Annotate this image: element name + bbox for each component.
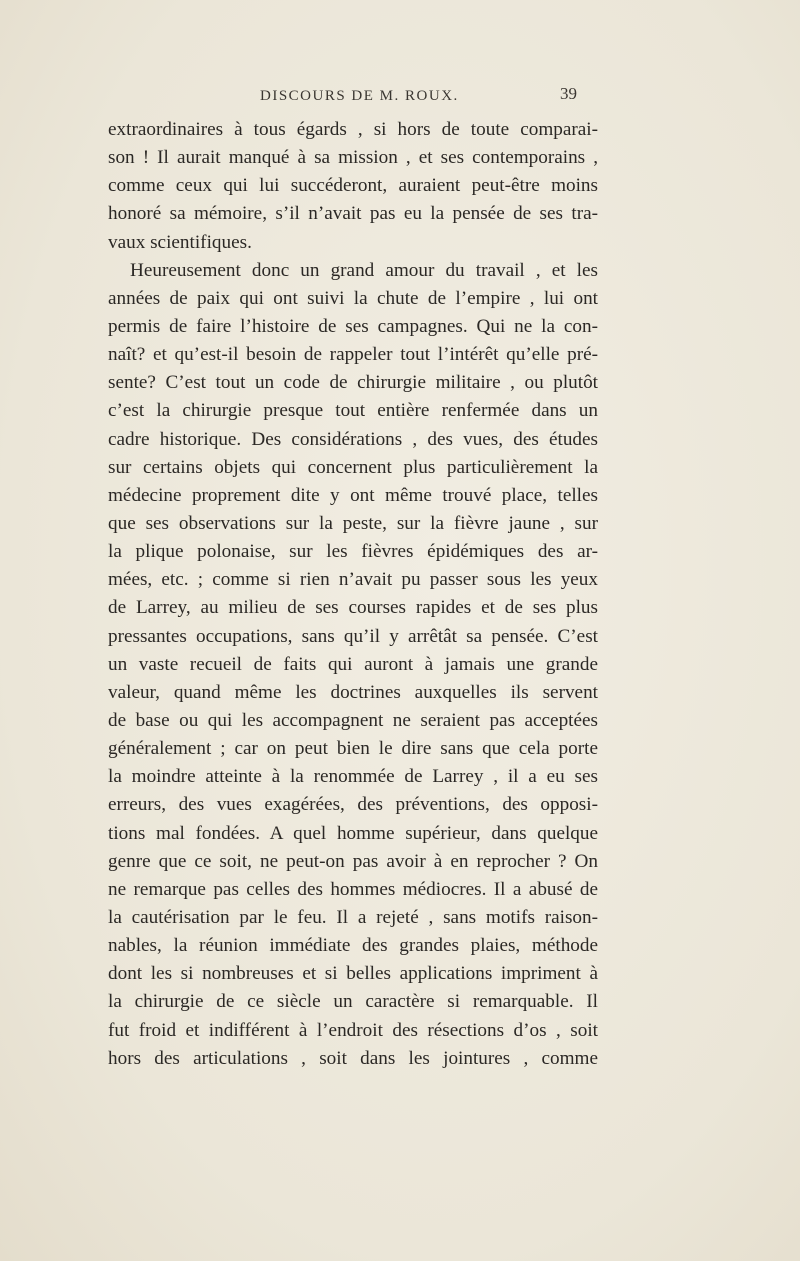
text-line: de base ou qui les accompagnent ne seraient pas acceptées	[108, 709, 598, 731]
text-line: généralement ; car on peut bien le dire sans que cela porte	[108, 738, 598, 760]
text-line: la chirurgie de ce siècle un caractère si remarquable. Il	[108, 991, 598, 1013]
text-line: valeur, quand même les doctrines auxquelles ils servent	[108, 681, 598, 703]
text-line: ne remarque pas celles des hommes médiocres. Il a abusé de	[108, 878, 598, 900]
text-line: cadre historique. Des considérations , des vues, des études	[108, 428, 598, 450]
text-line: sur certains objets qui concernent plus particulièrement la	[108, 456, 598, 478]
text-line: nables, la réunion immédiate des grandes plaies, méthode	[108, 935, 598, 957]
text-line: années de paix qui ont suivi la chute de l’empire , lui ont	[108, 287, 598, 309]
text-line: sente? C’est tout un code de chirurgie militaire , ou plutôt	[108, 372, 598, 394]
text-line: naît? et qu’est-il besoin de rappeler tout l’intérêt qu’elle pré-	[108, 344, 598, 366]
text-line: la plique polonaise, sur les fièvres épidémiques des ar-	[108, 541, 598, 563]
text-line: mées, etc. ; comme si rien n’avait pu passer sous les yeux	[108, 569, 598, 591]
text-line: pressantes occupations, sans qu’il y arrêtât sa pensée. C’est	[108, 625, 598, 647]
text-line: la moindre atteinte à la renommée de Larrey , il a eu ses	[108, 766, 598, 788]
text-line: un vaste recueil de faits qui auront à jamais une grande	[108, 653, 598, 675]
text-line: tions mal fondées. A quel homme supérieur, dans quelque	[108, 822, 598, 844]
text-line: honoré sa mémoire, s’il n’avait pas eu la pensée de ses tra-	[108, 203, 598, 225]
text-line: erreurs, des vues exagérées, des préventions, des opposi-	[108, 794, 598, 816]
body-text	[108, 116, 598, 1073]
text-line: fut froid et indifférent à l’endroit des résections d’os , soit	[108, 1019, 598, 1041]
text-line: de Larrey, au milieu de ses courses rapides et de ses plus	[108, 597, 598, 619]
text-line: comme ceux qui lui succéderont, auraient peut-être moins	[108, 175, 598, 197]
text-line: la cautérisation par le feu. Il a rejeté , sans motifs raison-	[108, 906, 598, 928]
text-line: dont les si nombreuses et si belles applications impriment à	[108, 963, 598, 985]
text-line: genre que ce soit, ne peut-on pas avoir à en reprocher ? On	[108, 850, 598, 872]
text-line: permis de faire l’histoire de ses campagnes. Qui ne la con-	[108, 315, 598, 337]
running-title: DISCOURS DE M. ROUX.	[260, 88, 459, 104]
text-line: son ! Il aurait manqué à sa mission , et ses contemporains ,	[108, 147, 598, 169]
text-line: médecine proprement dite y ont même trouvé place, telles	[108, 484, 598, 506]
text-line: hors des articulations , soit dans les jointures , comme	[108, 1047, 598, 1069]
text-line: Heureusement donc un grand amour du travail , et les	[130, 259, 598, 281]
text-line: extraordinaires à tous égards , si hors de toute comparai-	[108, 119, 598, 140]
page-number: 39	[560, 84, 577, 103]
text-line: vaux scientifiques.	[108, 231, 252, 253]
text-line: c’est la chirurgie presque tout entière renfermée dans un	[108, 400, 598, 422]
text-line: que ses observations sur la peste, sur la fièvre jaune , sur	[108, 512, 598, 534]
